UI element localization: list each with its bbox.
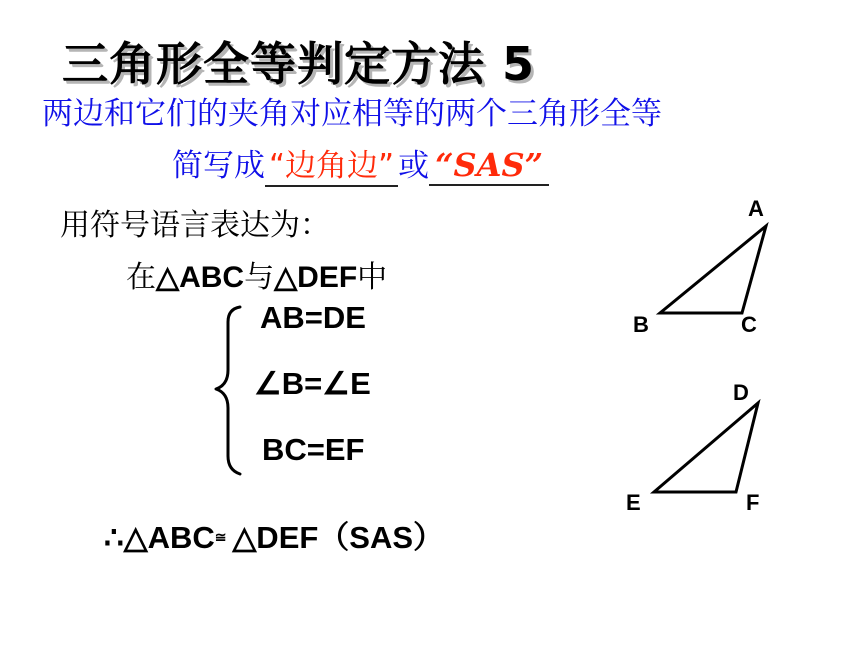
condition-brace: [216, 307, 240, 474]
intro-suffix: 中: [357, 260, 388, 295]
condition-side-ab: AB=DE: [260, 300, 366, 335]
symbolic-lead: 用符号语言表达为：: [60, 208, 330, 243]
intro-prefix: 在: [126, 260, 156, 295]
condition-angle-b: ∠B=∠E: [254, 366, 371, 401]
slide-title: 三角形全等判定方法 5: [62, 37, 536, 91]
vertex-label-a: A: [748, 196, 764, 221]
condition-side-bc: BC=EF: [262, 432, 365, 467]
answer-blank-1: “边角边”: [265, 140, 398, 187]
congruent-symbol: ≅: [214, 529, 227, 545]
triangle-abc: [660, 226, 766, 313]
vertex-label-e: E: [626, 490, 641, 515]
rule-statement: 两边和它们的夹角对应相等的两个三角形全等: [42, 96, 662, 132]
vertex-label-d: D: [733, 380, 749, 405]
triangle-abc-name: △ABC: [156, 261, 245, 294]
abbreviation-prefix: 简写成: [172, 148, 265, 184]
vertex-label-c: C: [741, 312, 757, 337]
answer-blank-2: “SAS”: [429, 146, 549, 186]
intro-mid: 与: [244, 260, 275, 295]
conclusion-triangle-def: △DEF（SAS）: [232, 520, 445, 555]
or-word: 或: [398, 148, 430, 184]
triangle-def: [654, 403, 758, 492]
triangle-def-name: △DEF: [274, 261, 358, 294]
conclusion: [104, 512, 444, 557]
vertex-label-f: F: [746, 490, 760, 515]
therefore-triangle-abc: ∴△ABC: [104, 520, 215, 555]
vertex-label-b: B: [633, 312, 649, 337]
